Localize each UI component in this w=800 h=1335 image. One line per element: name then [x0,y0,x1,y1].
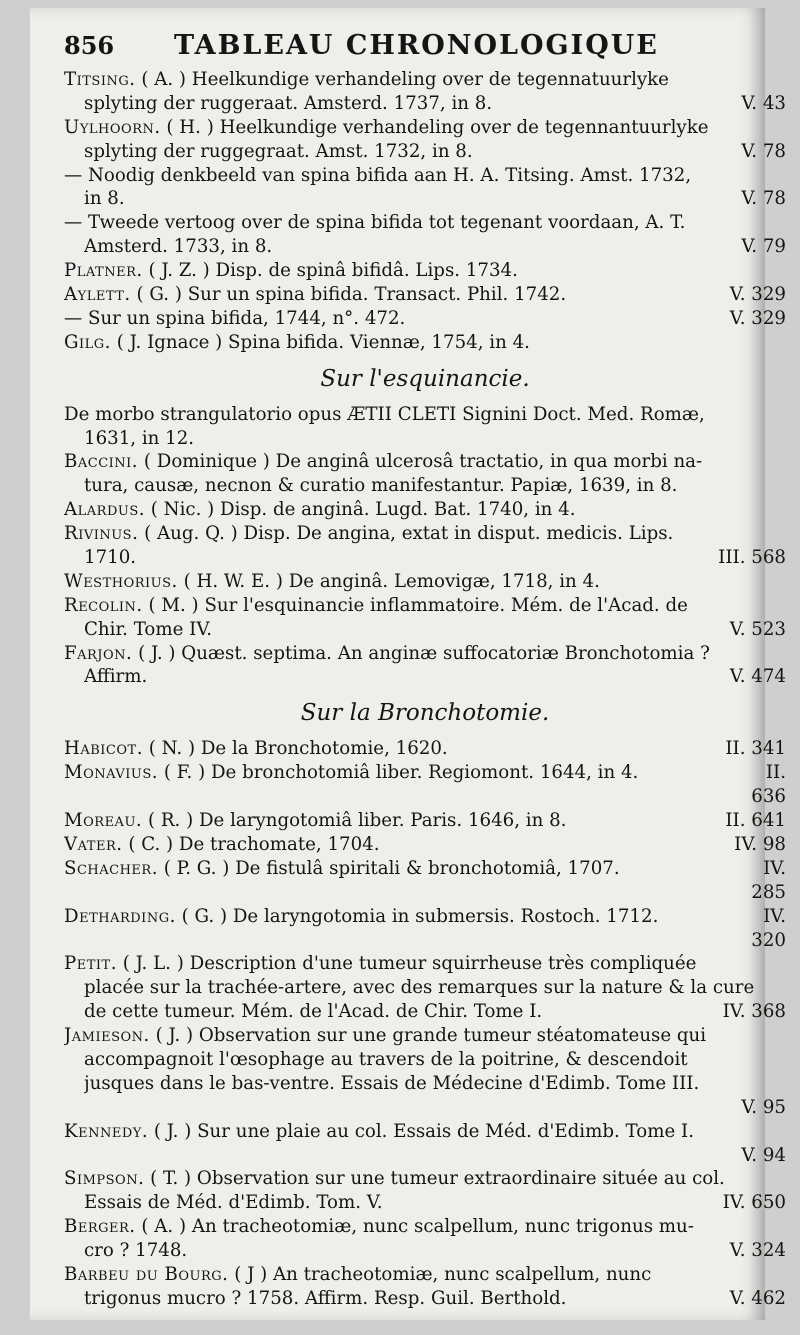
bibliography-entry [64,522,786,570]
citation-text: ( G. ) De laryngotomia in submersis. Rostoch. 1712. [175,905,659,927]
entry-text [84,1000,542,1024]
bibliography-entry [64,809,786,833]
volume-reference: IV. 650 [722,1192,786,1214]
entry-text [64,1120,694,1144]
section-heading: Sur l'esquinancie. [320,365,530,392]
author-name: Titsing. [64,69,136,90]
entry-text [64,164,691,188]
bibliography-entry [64,1024,786,1120]
volume-reference: V. 79 [741,236,786,258]
bibliography-entry [64,857,786,905]
citation-text: placée sur la trachée-artere, avec des remarques sur la nature & la cure [84,977,755,999]
entry-text [84,474,677,498]
entry-line [64,403,786,427]
volume-reference: V. 43 [741,92,786,114]
citation-text: Chir. Tome IV. [84,618,213,640]
bibliography-entry [64,1167,786,1215]
citation-text: De morbo strangulatorio opus ÆTII CLETI Signini Doct. Med. Romæ, [64,403,705,425]
author-name: Jamieson. [64,1025,150,1047]
citation-text: ( Aug. Q. ) Disp. De angina, extat in disput. medicis. Lips. [138,523,674,545]
author-name: Moreau. [64,810,143,832]
author-name: Recolin. [64,594,143,616]
entry-text [84,1072,699,1096]
citation-text: ( T. ) Observation sur une tumeur extraordinaire située au col. [144,1168,725,1190]
citation-text: ( J. Z. ) Disp. de spinâ bifidâ. Lips. 1734. [142,260,518,282]
entry-line [64,116,786,140]
volume-reference: 636 [751,786,786,808]
bibliography-entry [64,307,786,331]
volume-reference: V. 523 [729,618,786,640]
bibliography-entry [64,116,786,164]
book-page [30,8,786,1320]
entry-dash: — [64,212,88,234]
bibliography-entry [64,905,786,953]
entry-text [64,833,380,857]
author-name: Baccini. [64,451,139,473]
entry-line [64,976,786,1000]
citation-text: 1631, in 12. [84,427,195,449]
entry-text [84,1191,383,1215]
citation-text: ( M. ) Sur l'esquinancie inflammatoire. Mém. de l'Acad. de [142,594,688,616]
citation-text: Affirm. [84,666,148,688]
volume-reference: V. 474 [729,666,786,688]
volume-reference: II. 341 [725,738,786,760]
section-group [64,693,786,1310]
entry-line [64,1215,786,1239]
entry-line [64,1000,786,1024]
entry-text [64,952,696,976]
bibliography-entry [64,1263,786,1311]
entry-text [64,570,600,594]
bibliography-entry [64,164,786,212]
citation-text: accompagnoit l'œsophage au travers de la poitrine, & descendoit [84,1048,688,1070]
author-name: Vater. [64,833,123,855]
entry-text [84,92,492,116]
volume-reference: 320 [751,929,786,951]
entry-line [64,283,786,307]
entry-line [64,618,786,642]
entry-line [64,235,786,259]
author-name: Aylett. [64,284,131,306]
entry-dash: — [64,307,88,329]
citation-text: splyting der ruggeraat. Amsterd. 1737, in 8. [84,92,493,114]
entry-text [84,187,125,211]
entry-text [64,283,566,307]
author-name: Gilg. [64,331,111,353]
entry-line [64,92,786,116]
author-name: Detharding. [64,905,176,927]
entry-line [64,1072,786,1096]
entry-line [64,665,786,689]
bibliography-entry [64,570,786,594]
section-group [64,359,786,690]
citation-text: ( A. ) An tracheotomiæ, nunc scalpellum, nunc trigonus mu- [135,1216,694,1238]
citation-text: in 8. [84,188,125,210]
entry-line [64,857,786,881]
volume-reference: V. 462 [729,1287,786,1309]
volume-reference: IV. 368 [722,1001,786,1023]
bibliography-entry [64,331,786,355]
entry-text [84,140,473,164]
entry-text [64,498,576,522]
entry-text [64,761,638,785]
volume-reference: V. 324 [729,1240,786,1262]
bibliography-entry [64,450,786,498]
author-name: Westhorius. [64,570,178,592]
entry-line [64,570,786,594]
citation-text: ( A. ) Heelkundige verhandeling over de tegennatuurlyke [135,69,669,90]
citation-text: ( Dominique ) De anginâ ulcerosâ tractatio, in qua morbi na- [138,451,703,473]
entry-text [64,594,688,618]
citation-text: jusques dans le bas-ventre. Essais de Médecine d'Edimb. Tome III. [84,1072,700,1094]
volume-reference: III. 568 [718,547,786,569]
citation-text: ( J. ) Observation sur une grande tumeur stéatomateuse qui [149,1025,707,1047]
entry-line [64,140,786,164]
bibliography-body [64,68,786,1311]
running-title: TABLEAU CHRONOLOGIQUE [174,30,659,61]
entry-line [64,1144,786,1168]
volume-reference: II. 641 [725,810,786,832]
entry-text [64,857,620,881]
entry-line [64,881,786,905]
entry-line [64,450,786,474]
author-name: Kennedy. [64,1120,149,1142]
citation-text: Sur un spina bifida, 1744, n°. 472. [87,307,406,329]
entry-text [64,403,705,427]
entry-text [64,905,658,929]
entry-text [84,618,212,642]
citation-text: Amsterd. 1733, in 8. [84,236,273,258]
entry-text [64,1263,651,1287]
citation-text: ( H. ) Heelkundige verhandeling over de tegennantuurlyke [160,116,709,138]
volume-reference: II. [765,762,786,784]
bibliography-entry [64,68,786,116]
entry-text [64,211,685,235]
bibliography-entry [64,259,786,283]
entry-text [64,68,669,92]
entry-text [64,331,530,355]
entry-text [84,665,147,689]
entry-line [64,307,786,331]
page-content [64,30,786,1311]
entry-text [84,1287,566,1311]
volume-reference: IV. [763,905,786,927]
entry-line [64,522,786,546]
bibliography-entry [64,403,786,451]
bibliography-entry [64,1120,786,1168]
author-name: Uylhoorn. [64,116,161,138]
entry-text [64,450,702,474]
citation-text: Noodig denkbeeld van spina bifida aan H. A. Titsing. Amst. 1732, [87,164,692,186]
entry-text [64,737,448,761]
author-name: Platner. [64,260,143,282]
bibliography-entry [64,833,786,857]
bibliography-entry [64,1215,786,1263]
volume-reference: V. 329 [729,307,786,329]
entry-text [64,307,405,331]
citation-text: ( J. ) Quæst. septima. An anginæ suffocatoriæ Bronchotomia ? [132,642,710,664]
page-header [64,30,786,68]
bibliography-entry [64,761,786,809]
author-name: Farjon. [64,642,133,664]
entry-line [64,164,786,188]
entry-text [64,1024,706,1048]
entry-text [84,235,272,259]
entry-dash: — [64,164,88,186]
bibliography-entry [64,737,786,761]
entry-text [64,1215,694,1239]
section-group [64,68,786,355]
author-name: Habicot. [64,738,143,760]
entry-line [64,952,786,976]
citation-text: ( J ) An tracheotomiæ, nunc scalpellum, nunc [228,1263,652,1285]
entry-line [64,929,786,953]
citation-text: ( Nic. ) Disp. de anginâ. Lugd. Bat. 1740, in 4. [145,499,576,521]
entry-text [64,259,518,283]
citation-text: Tweede vertoog over de spina bifida tot tegenant voordaan, A. T. [87,212,686,234]
entry-text [64,642,710,666]
entry-line [64,1096,786,1120]
volume-reference: V. 94 [741,1144,786,1166]
entry-line [64,187,786,211]
citation-text: trigonus mucro ? 1758. Affirm. Resp. Guil. Berthold. [84,1287,567,1309]
author-name: Simpson. [64,1168,145,1190]
citation-text: ( J. ) Sur une plaie au col. Essais de Méd. d'Edimb. Tome I. [148,1120,694,1142]
entry-line [64,833,786,857]
entry-line [64,68,786,92]
bibliography-entry [64,594,786,642]
entry-line [64,1048,786,1072]
entry-line [64,1120,786,1144]
citation-text: cro ? 1748. [84,1240,188,1262]
entry-text [84,1048,688,1072]
citation-text: ( N. ) De la Bronchotomie, 1620. [143,738,448,760]
citation-text: ( F. ) De bronchotomiâ liber. Regiomont. 1644, in 4. [158,762,639,784]
bibliography-entry [64,952,786,1024]
bibliography-entry [64,642,786,690]
entry-text [84,427,194,451]
bibliography-entry [64,498,786,522]
volume-reference: V. 78 [741,140,786,162]
entry-line [64,1263,786,1287]
volume-reference: 285 [751,881,786,903]
entry-text [64,522,673,546]
author-name: Monavius. [64,762,159,784]
citation-text: ( J. L. ) Description d'une tumeur squirrheuse très compliquée [117,953,697,975]
citation-text: ( J. Ignace ) Spina bifida. Viennæ, 1754, in 4. [110,331,530,353]
entry-text [64,809,566,833]
entry-line [64,1287,786,1311]
entry-line [64,498,786,522]
volume-reference: V. 78 [741,188,786,210]
entry-line [64,905,786,929]
author-name: Barbeu du Bourg. [64,1263,229,1285]
entry-line [64,761,786,785]
entry-line [64,785,786,809]
citation-text: ( H. W. E. ) De anginâ. Lemovigæ, 1718, in 4. [177,570,600,592]
entry-line [64,594,786,618]
page-number: 856 [64,31,115,60]
citation-text: ( P. G. ) De fistulâ spiritali & bronchotomiâ, 1707. [157,857,620,879]
entry-line [64,331,786,355]
citation-text: de cette tumeur. Mém. de l'Acad. de Chir. Tome I. [84,1001,543,1023]
entry-line [64,737,786,761]
citation-text: Essais de Méd. d'Edimb. Tom. V. [84,1192,383,1214]
volume-reference: IV. 98 [734,833,786,855]
citation-text: ( G. ) Sur un spina bifida. Transact. Phil. 1742. [130,284,567,306]
entry-line [64,1239,786,1263]
entry-line [64,809,786,833]
entry-text [64,1167,725,1191]
author-name: Berger. [64,1216,136,1238]
entry-line [64,1191,786,1215]
volume-reference: IV. [763,857,786,879]
author-name: Alardus. [64,499,146,521]
entry-text [64,116,709,140]
entry-line [64,474,786,498]
entry-line [64,211,786,235]
entry-line [64,427,786,451]
citation-text: 1710. [84,547,137,569]
author-name: Rivinus. [64,523,139,545]
volume-reference: V. 329 [729,284,786,306]
entry-line [64,546,786,570]
citation-text: ( C. ) De trachomate, 1704. [122,833,380,855]
entry-line [64,1024,786,1048]
entry-line [64,259,786,283]
entry-line [64,642,786,666]
citation-text: ( R. ) De laryngotomiâ liber. Paris. 1646, in 8. [142,810,567,832]
entry-line [64,1167,786,1191]
bibliography-entry [64,211,786,259]
citation-text: splyting der ruggegraat. Amst. 1732, in 8. [84,140,473,162]
entry-text [84,976,754,1000]
volume-reference: V. 95 [741,1096,786,1118]
section-heading: Sur la Bronchotomie. [300,700,550,727]
citation-text: tura, causæ, necnon & curatio manifestantur. Papiæ, 1639, in 8. [84,475,678,497]
entry-text [84,546,136,570]
author-name: Petit. [64,953,117,975]
entry-text [84,1239,187,1263]
author-name: Schacher. [64,857,158,879]
bibliography-entry [64,283,786,307]
